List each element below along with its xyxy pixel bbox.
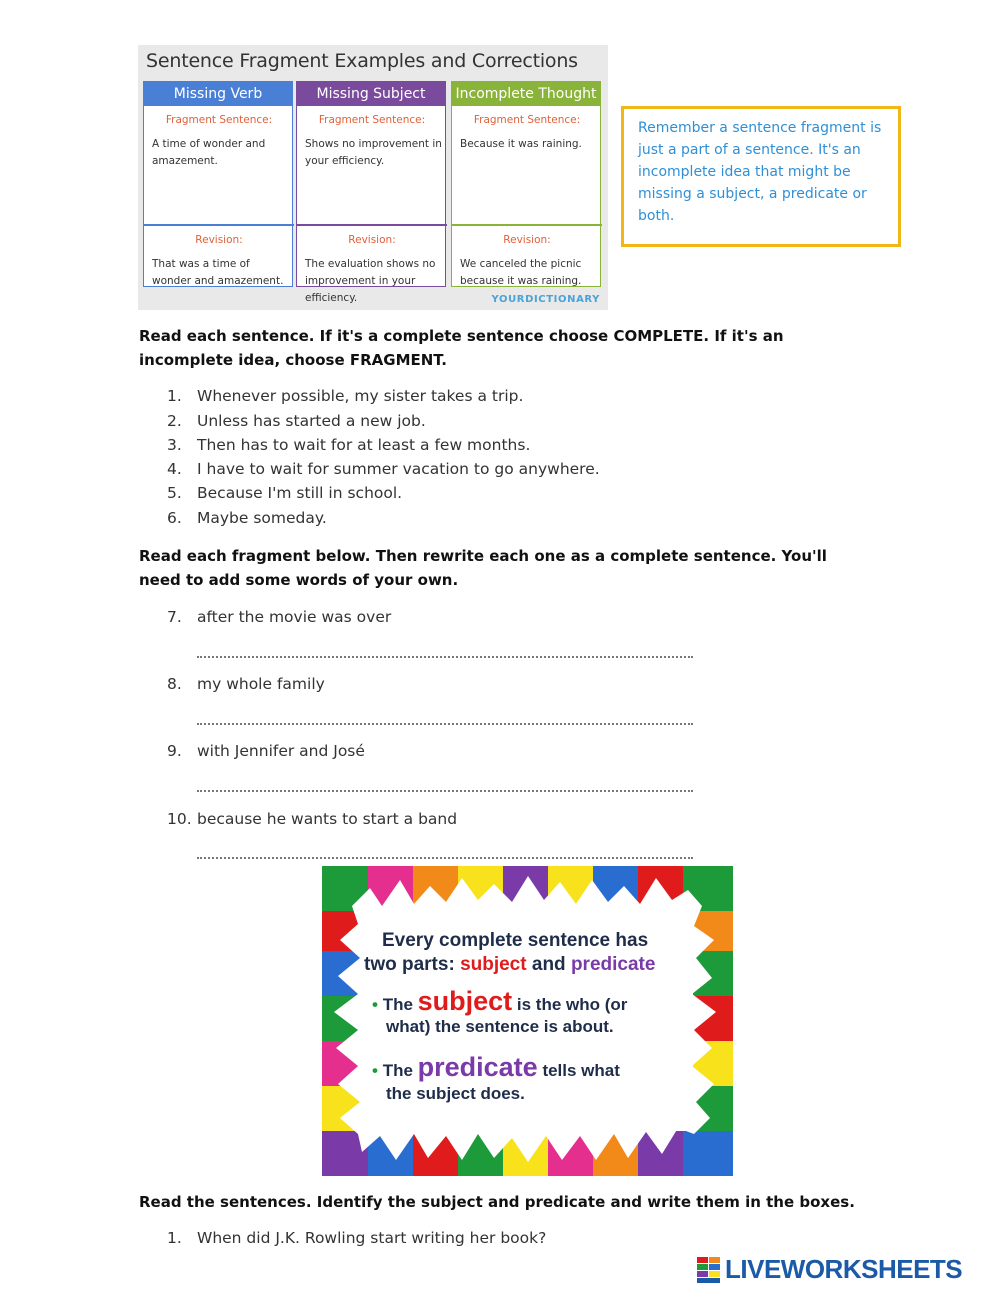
item-number: 1. xyxy=(167,1229,182,1247)
list-item xyxy=(167,1229,546,1247)
fragment-example: Shows no improvement in your efficiency. xyxy=(305,138,442,167)
poster-subject-word: subject xyxy=(460,954,527,975)
poster-b2-prefix: The xyxy=(382,1061,418,1080)
item-text: Unless has started a new job. xyxy=(197,412,426,430)
revision-label: Revision: xyxy=(195,234,243,246)
reminder-box xyxy=(621,106,901,247)
list-item xyxy=(167,460,600,478)
revision-label: Revision: xyxy=(348,234,396,246)
poster-line1: Every complete sentence has xyxy=(382,930,649,951)
answer-line[interactable] xyxy=(197,790,693,792)
fragment-label: Fragment Sentence: xyxy=(473,114,581,126)
list-item xyxy=(167,810,457,828)
yourdictionary-logo: YOURDICTIONARY xyxy=(491,294,600,305)
liveworksheets-wordmark: LIVEWORKSHEETS xyxy=(725,1254,963,1284)
list-item xyxy=(167,387,523,405)
item-number: 7. xyxy=(167,608,182,626)
divider xyxy=(452,224,602,226)
item-number: 6. xyxy=(167,509,182,527)
poster-b1-prefix: The xyxy=(382,995,418,1014)
list-item xyxy=(167,509,327,527)
item-number: 9. xyxy=(167,742,182,760)
item-text: Maybe someday. xyxy=(197,509,327,527)
fragment-example: A time of wonder and amazement. xyxy=(152,138,266,167)
reminder-text: Remember a sentence fragment is just a part of a sentence. It's an incomplete idea that might be missing a subject, a predicate or both. xyxy=(638,120,882,224)
poster-bullet-predicate xyxy=(372,1052,620,1083)
liveworksheets-icon xyxy=(697,1257,721,1283)
bullet-icon: • xyxy=(372,1061,378,1080)
poster-b1-rest2: what) the sentence is about. xyxy=(386,1017,614,1036)
revision-example: That was a time of wonder and amazement. xyxy=(152,258,284,287)
divider xyxy=(297,224,447,226)
revision-example: The evaluation shows no improvement in your efficiency. xyxy=(305,258,436,304)
item-text: after the movie was over xyxy=(197,608,392,626)
poster-b1-word: subject xyxy=(417,986,513,1016)
column-header: Missing Subject xyxy=(297,82,445,106)
list-item xyxy=(167,742,365,760)
item-number: 2. xyxy=(167,412,182,430)
poster-b2-rest1: tells what xyxy=(542,1061,620,1080)
column-header: Incomplete Thought xyxy=(452,82,600,106)
poster-line2 xyxy=(364,954,655,976)
answer-line[interactable] xyxy=(197,723,693,725)
poster-bullet-subject xyxy=(372,986,627,1017)
answer-line[interactable] xyxy=(197,656,693,658)
item-text: I have to wait for summer vacation to go anywhere. xyxy=(197,460,600,478)
divider xyxy=(144,224,294,226)
fragment-label: Fragment Sentence: xyxy=(318,114,426,126)
item-number: 4. xyxy=(167,460,182,478)
list-item xyxy=(167,675,325,693)
column-missing-verb xyxy=(143,81,293,287)
item-text: Because I'm still in school. xyxy=(197,484,403,502)
item-number: 1. xyxy=(167,387,182,405)
fragment-examples-image xyxy=(138,45,608,310)
item-text: my whole family xyxy=(197,675,325,693)
list-item xyxy=(167,436,530,454)
poster-b2-word: predicate xyxy=(417,1052,538,1082)
subject-predicate-poster xyxy=(322,866,733,1176)
list-item xyxy=(167,484,402,502)
bullet-icon: • xyxy=(372,995,378,1014)
item-text: with Jennifer and José xyxy=(197,742,365,760)
fragment-table-title: Sentence Fragment Examples and Corrections xyxy=(146,50,578,72)
item-text: When did J.K. Rowling start writing her book? xyxy=(197,1229,547,1247)
poster-b2-rest2: the subject does. xyxy=(386,1084,525,1103)
fragment-label: Fragment Sentence: xyxy=(165,114,273,126)
column-header: Missing Verb xyxy=(144,82,292,106)
poster-and-word: and xyxy=(531,954,566,975)
item-number: 3. xyxy=(167,436,182,454)
item-text: Whenever possible, my sister takes a trip. xyxy=(197,387,524,405)
poster-predicate-word: predicate xyxy=(570,954,656,975)
item-text: because he wants to start a band xyxy=(197,810,458,828)
column-missing-subject xyxy=(296,81,446,304)
revision-example: We canceled the picnic because it was raining. xyxy=(460,258,582,287)
item-number: 10. xyxy=(167,810,192,828)
column-incomplete-thought xyxy=(451,81,601,287)
answer-line[interactable] xyxy=(197,857,693,859)
section3-instruction: Read the sentences. Identify the subject and predicate and write them in the boxes. xyxy=(139,1193,855,1211)
poster-b1-rest1: is the who (or xyxy=(516,995,628,1014)
item-text: Then has to wait for at least a few months. xyxy=(197,436,531,454)
item-number: 5. xyxy=(167,484,182,502)
revision-label: Revision: xyxy=(503,234,551,246)
poster-line2-prefix: two parts: xyxy=(364,954,461,975)
item-number: 8. xyxy=(167,675,182,693)
fragment-example: Because it was raining. xyxy=(460,138,582,150)
section2-instruction: Read each fragment below. Then rewrite each one as a complete sentence. You'll need to add some words of your own. xyxy=(139,547,827,589)
liveworksheets-logo[interactable] xyxy=(697,1255,995,1285)
section1-instruction: Read each sentence. If it's a complete sentence choose COMPLETE. If it's an incomplete idea, choose FRAGMENT. xyxy=(139,327,784,369)
list-item xyxy=(167,412,426,430)
list-item xyxy=(167,608,391,626)
